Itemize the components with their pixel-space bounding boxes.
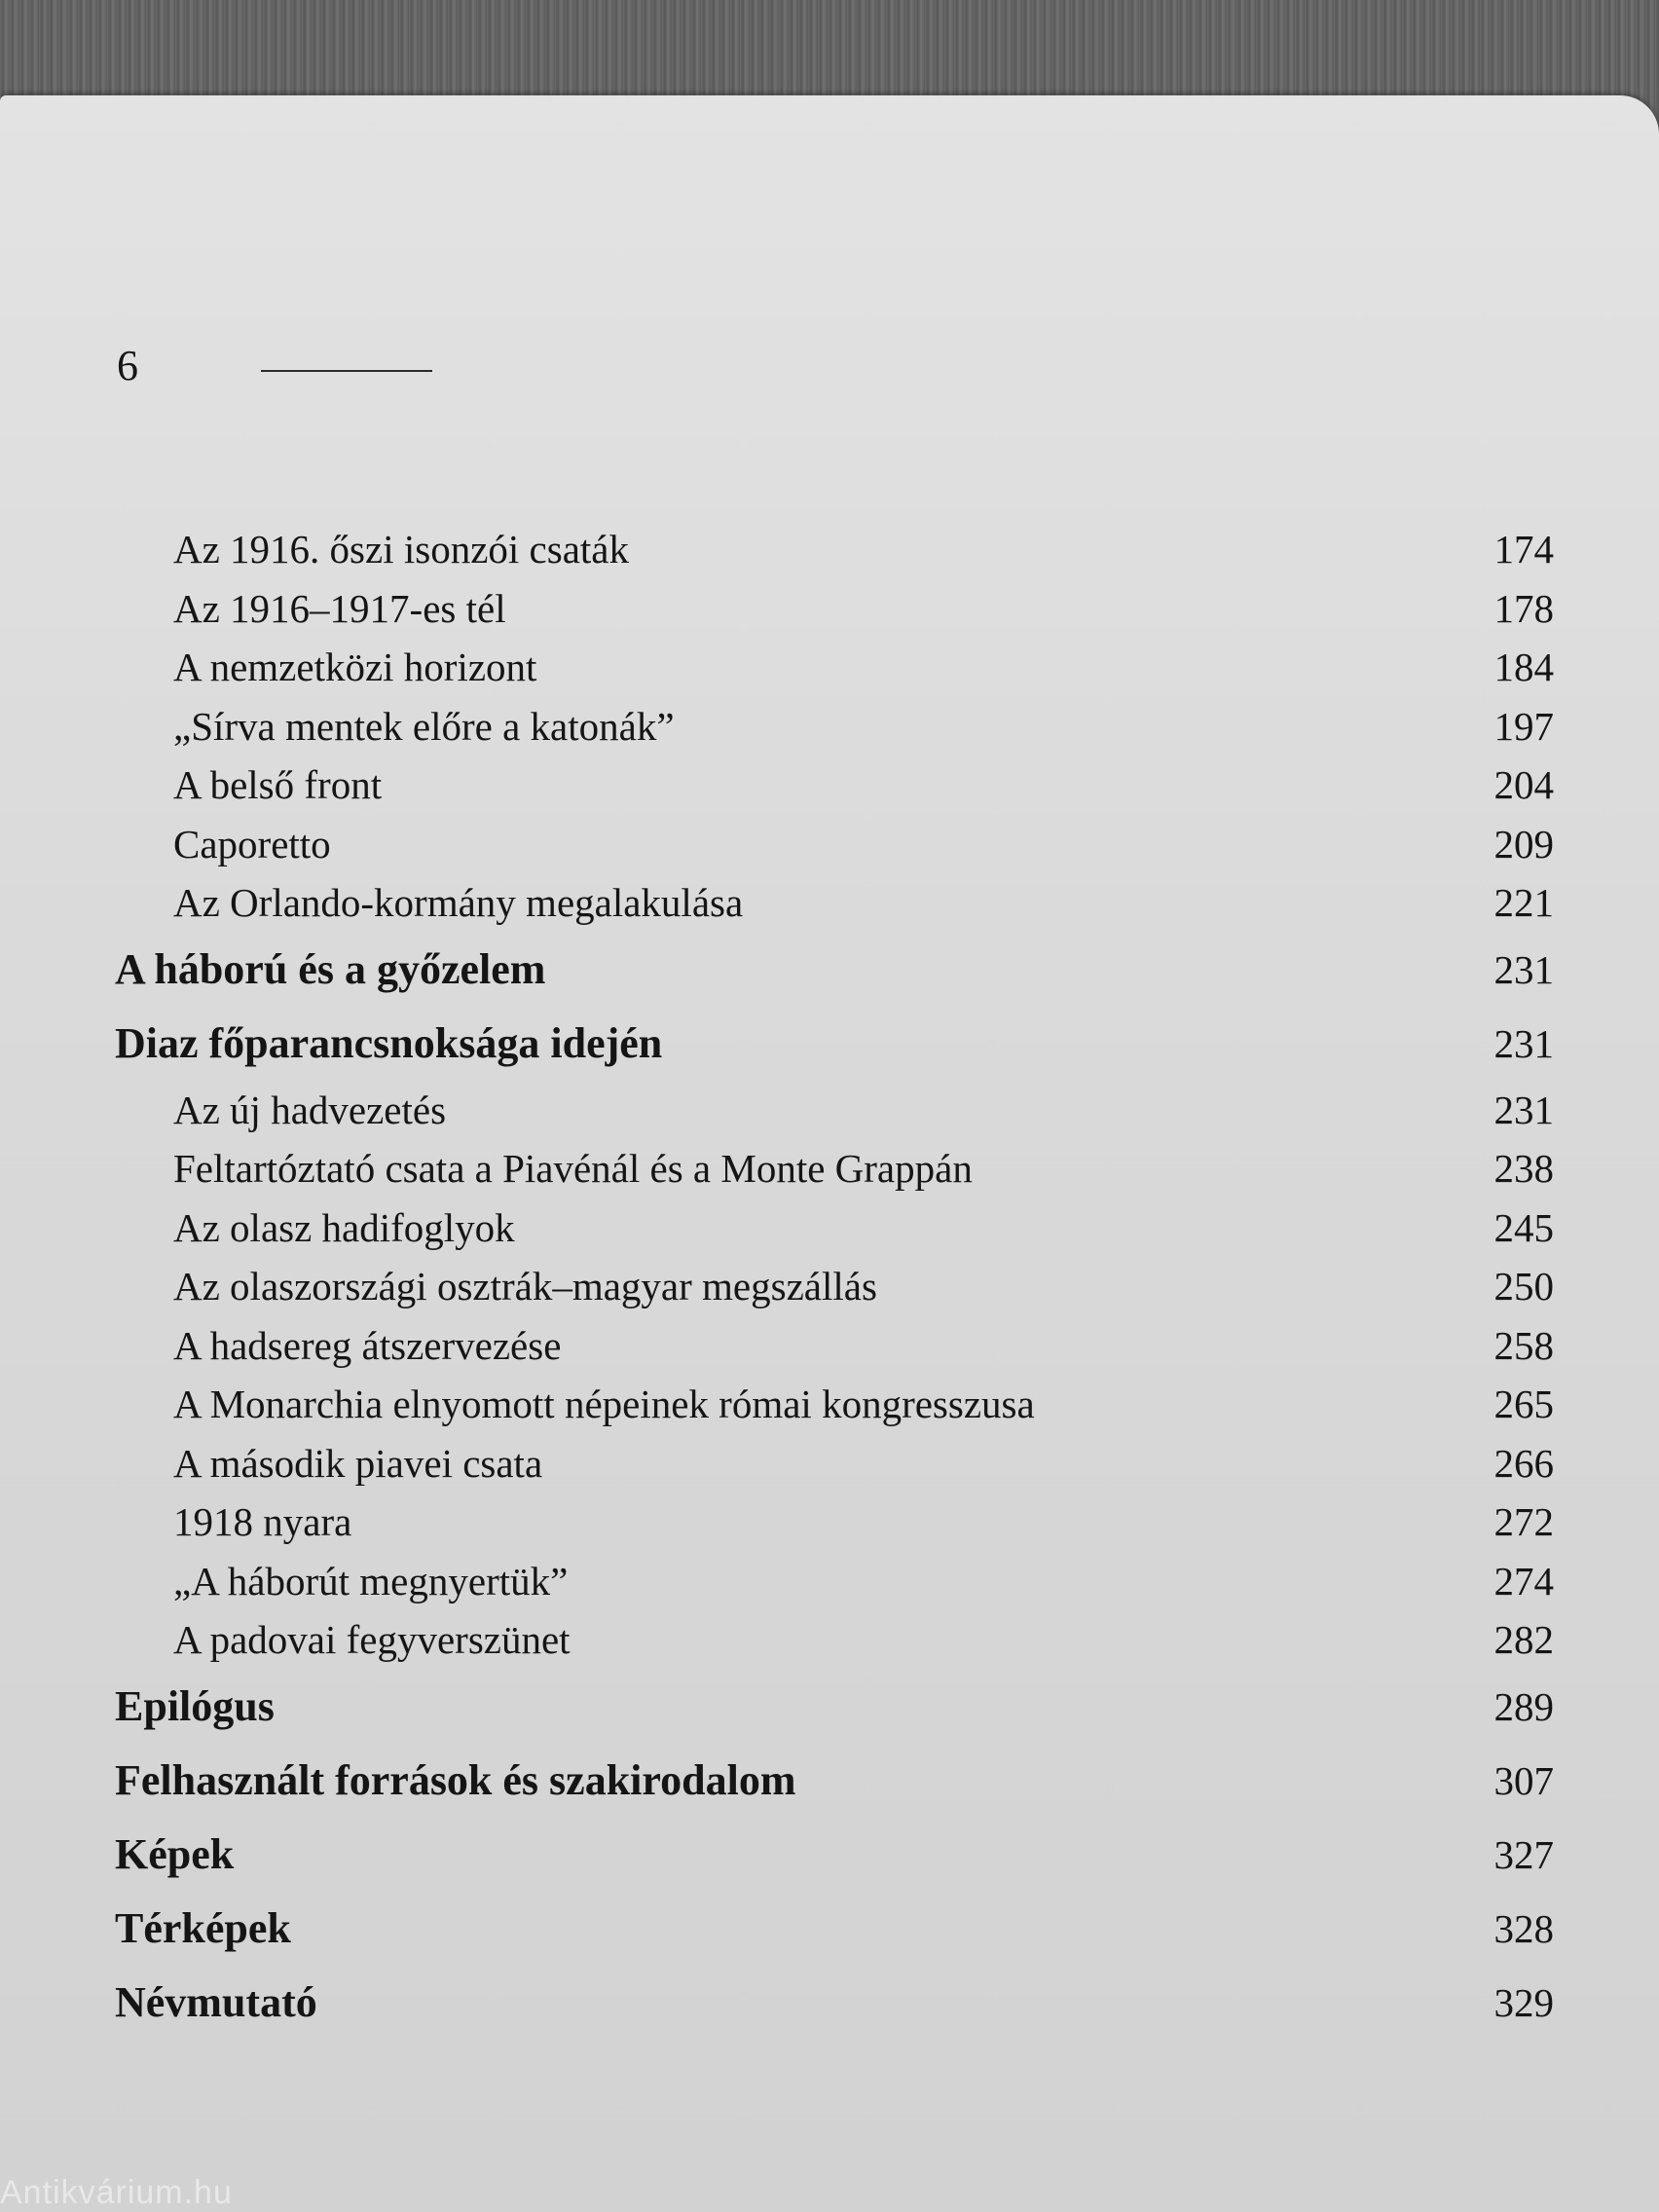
toc-entry-page: 197 (1493, 703, 1554, 749)
toc-entry (115, 1610, 1554, 1670)
toc-entry-title: Epilógus (115, 1681, 275, 1730)
toc-entry-page: 245 (1493, 1204, 1554, 1250)
toc-entry-title: Az új hadvezetés (173, 1087, 447, 1132)
toc-entry-title: A nemzetközi horizont (173, 645, 537, 689)
toc-entry (115, 1966, 1554, 2040)
toc-entry-title: Feltartóztató csata a Piavénál és a Monte Grappán (173, 1146, 973, 1191)
toc-entry-page: 328 (1493, 1905, 1554, 1951)
toc-entry-title: „A háborút megnyertük” (173, 1558, 569, 1604)
watermark: Antikvárium.hu (0, 2174, 233, 2211)
toc-entry-page: 221 (1493, 880, 1554, 925)
toc-entry-title: Térképek (115, 1903, 291, 1952)
book-page (0, 95, 1659, 2212)
toc-entry-page: 204 (1493, 762, 1554, 807)
toc-entry-page: 184 (1493, 645, 1554, 689)
toc-entry-page: 282 (1493, 1617, 1554, 1662)
toc-entry (115, 1818, 1554, 1892)
toc-entry (115, 520, 1554, 579)
toc-entry-title: Képek (115, 1829, 235, 1878)
toc-entry (115, 873, 1554, 933)
toc-entry-title: Az 1916–1917-es tél (173, 585, 506, 631)
toc-entry-page: 250 (1493, 1264, 1554, 1309)
toc-entry-title: A hadsereg átszervezése (173, 1322, 562, 1368)
toc-entry-title: 1918 nyara (173, 1499, 352, 1544)
toc-entry-title: Névmutató (115, 1977, 317, 2026)
toc-entry-page: 231 (1493, 1087, 1554, 1132)
toc-entry (115, 1081, 1554, 1140)
toc-entry (115, 1007, 1554, 1081)
toc-entry-title: Felhasznált források és szakirodalom (115, 1755, 796, 1804)
toc-entry-title: A második piavei csata (173, 1440, 543, 1486)
toc-entry-title: Caporetto (173, 821, 331, 866)
toc-entry (115, 697, 1554, 756)
toc-entry-title: Az olaszországi osztrák–magyar megszállás (173, 1264, 877, 1309)
toc-entry (115, 1257, 1554, 1316)
toc-entry-page: 231 (1493, 1020, 1554, 1066)
toc-entry (115, 1139, 1554, 1198)
toc-entry-page: 289 (1493, 1683, 1554, 1729)
toc-entry (115, 638, 1554, 697)
toc-entry-page: 231 (1493, 946, 1554, 992)
toc-entry-page: 272 (1493, 1499, 1554, 1544)
toc-entry-title: „Sírva mentek előre a katonák” (173, 703, 675, 749)
toc-entry-title: A belső front (173, 762, 383, 807)
toc-entry (115, 1316, 1554, 1376)
toc-entry (115, 579, 1554, 639)
toc-entry-title: Az olasz hadifoglyok (173, 1204, 515, 1250)
toc-entry (115, 1892, 1554, 1966)
toc-entry-title: Az 1916. őszi isonzói csaták (173, 527, 629, 571)
toc-entry-page: 265 (1493, 1382, 1554, 1426)
toc-entry (115, 1375, 1554, 1434)
toc-entry-title: Az Orlando-kormány megalakulása (173, 880, 744, 925)
toc-entry-page: 178 (1493, 585, 1554, 631)
toc-entry (115, 933, 1554, 1007)
toc-entry-page: 258 (1493, 1322, 1554, 1368)
toc-entry (115, 1493, 1554, 1552)
toc-entry (115, 1198, 1554, 1258)
toc-entry-page: 209 (1493, 821, 1554, 866)
toc-entry (115, 1744, 1554, 1818)
toc-entry-page: 174 (1493, 527, 1554, 571)
toc-entry-page: 238 (1493, 1146, 1554, 1191)
toc-entry (115, 815, 1554, 874)
toc-entry-title: Diaz főparancsnoksága idején (115, 1018, 663, 1067)
toc-entry-page: 266 (1493, 1440, 1554, 1486)
toc-entry-title: A Monarchia elnyomott népeinek római kongresszusa (173, 1382, 1035, 1426)
table-of-contents (115, 520, 1554, 2040)
toc-entry-page: 307 (1493, 1757, 1554, 1803)
toc-entry (115, 756, 1554, 815)
page-number: 6 (117, 342, 138, 389)
toc-entry (115, 1670, 1554, 1744)
toc-entry-title: A háború és a győzelem (115, 944, 546, 993)
toc-entry (115, 1434, 1554, 1493)
toc-entry (115, 1552, 1554, 1611)
toc-entry-page: 329 (1493, 1979, 1554, 2025)
header-rule (261, 370, 432, 372)
toc-entry-title: A padovai fegyverszünet (173, 1617, 571, 1662)
toc-entry-page: 327 (1493, 1831, 1554, 1877)
toc-entry-page: 274 (1493, 1558, 1554, 1604)
